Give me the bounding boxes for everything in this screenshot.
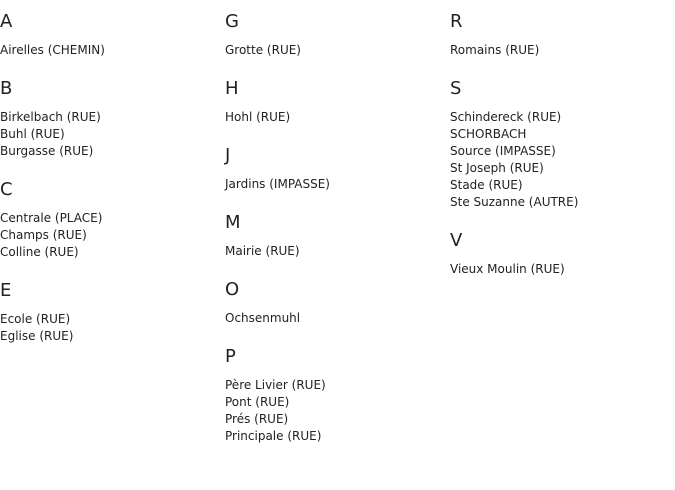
street-link-romains-rue[interactable]: Romains (RUE)	[450, 43, 540, 57]
street-link-burgasse-rue[interactable]: Burgasse (RUE)	[0, 144, 94, 158]
letter-group-e	[0, 280, 220, 345]
street-list	[0, 109, 220, 160]
street-list	[225, 243, 445, 260]
street-link-schindereck-rue[interactable]: Schindereck (RUE)	[450, 110, 562, 124]
letter-heading: P	[225, 346, 236, 367]
letter-group-h	[225, 78, 445, 126]
letter-heading: V	[450, 230, 463, 251]
index-column-3	[450, 0, 670, 278]
street-link-grotte-rue[interactable]: Grotte (RUE)	[225, 43, 301, 57]
letter-group-g	[225, 11, 445, 59]
letter-heading: O	[225, 279, 240, 300]
letter-heading: B	[0, 78, 13, 99]
street-link-champs-rue[interactable]: Champs (RUE)	[0, 228, 87, 242]
letter-group-c	[0, 179, 220, 261]
street-list	[225, 377, 445, 445]
street-list	[0, 42, 220, 59]
index-column-2	[225, 0, 445, 445]
letter-heading: A	[0, 11, 13, 32]
street-link-pont-rue[interactable]: Pont (RUE)	[225, 395, 290, 409]
street-link-pere-livier-rue[interactable]: Père Livier (RUE)	[225, 378, 326, 392]
street-link-birkelbach-rue[interactable]: Birkelbach (RUE)	[0, 110, 101, 124]
letter-heading: J	[225, 145, 231, 166]
street-link-pres-rue[interactable]: Prés (RUE)	[225, 412, 289, 426]
letter-heading: H	[225, 78, 239, 99]
street-list	[0, 210, 220, 261]
street-list	[0, 311, 220, 345]
street-link-ste-suzanne-autre[interactable]: Ste Suzanne (AUTRE)	[450, 195, 579, 209]
letter-group-o	[225, 279, 445, 327]
street-link-st-joseph-rue[interactable]: St Joseph (RUE)	[450, 161, 544, 175]
street-link-colline-rue[interactable]: Colline (RUE)	[0, 245, 79, 259]
street-link-ochsenmuhl[interactable]: Ochsenmuhl	[225, 311, 301, 325]
street-list	[225, 109, 445, 126]
street-link-schorbach[interactable]: SCHORBACH	[450, 127, 527, 141]
street-list	[450, 261, 670, 278]
letter-group-j	[225, 145, 445, 193]
street-link-stade-rue[interactable]: Stade (RUE)	[450, 178, 523, 192]
street-list	[225, 42, 445, 59]
street-list	[450, 42, 670, 59]
letter-heading: M	[225, 212, 241, 233]
street-link-vieux-moulin-rue[interactable]: Vieux Moulin (RUE)	[450, 262, 565, 276]
letter-heading: R	[450, 11, 463, 32]
street-link-mairie-rue[interactable]: Mairie (RUE)	[225, 244, 300, 258]
letter-group-a	[0, 11, 220, 59]
street-list	[225, 310, 445, 327]
letter-group-m	[225, 212, 445, 260]
letter-heading: G	[225, 11, 239, 32]
street-link-source-impasse[interactable]: Source (IMPASSE)	[450, 144, 556, 158]
street-link-buhl-rue[interactable]: Buhl (RUE)	[0, 127, 65, 141]
street-link-centrale-place[interactable]: Centrale (PLACE)	[0, 211, 103, 225]
letter-heading: E	[0, 280, 12, 301]
letter-group-p	[225, 346, 445, 445]
street-list	[225, 176, 445, 193]
letter-group-v	[450, 230, 670, 278]
street-link-eglise-rue[interactable]: Eglise (RUE)	[0, 329, 74, 343]
street-list	[450, 109, 670, 211]
letter-group-r	[450, 11, 670, 59]
letter-heading: S	[450, 78, 462, 99]
letter-group-s	[450, 78, 670, 211]
street-link-principale-rue[interactable]: Principale (RUE)	[225, 429, 322, 443]
letter-group-b	[0, 78, 220, 160]
street-link-jardins-impasse[interactable]: Jardins (IMPASSE)	[225, 177, 330, 191]
index-column-1	[0, 0, 220, 345]
street-link-ecole-rue[interactable]: Ecole (RUE)	[0, 312, 71, 326]
street-link-airelles-chemin[interactable]: Airelles (CHEMIN)	[0, 43, 105, 57]
street-link-hohl-rue[interactable]: Hohl (RUE)	[225, 110, 291, 124]
letter-heading: C	[0, 179, 13, 200]
